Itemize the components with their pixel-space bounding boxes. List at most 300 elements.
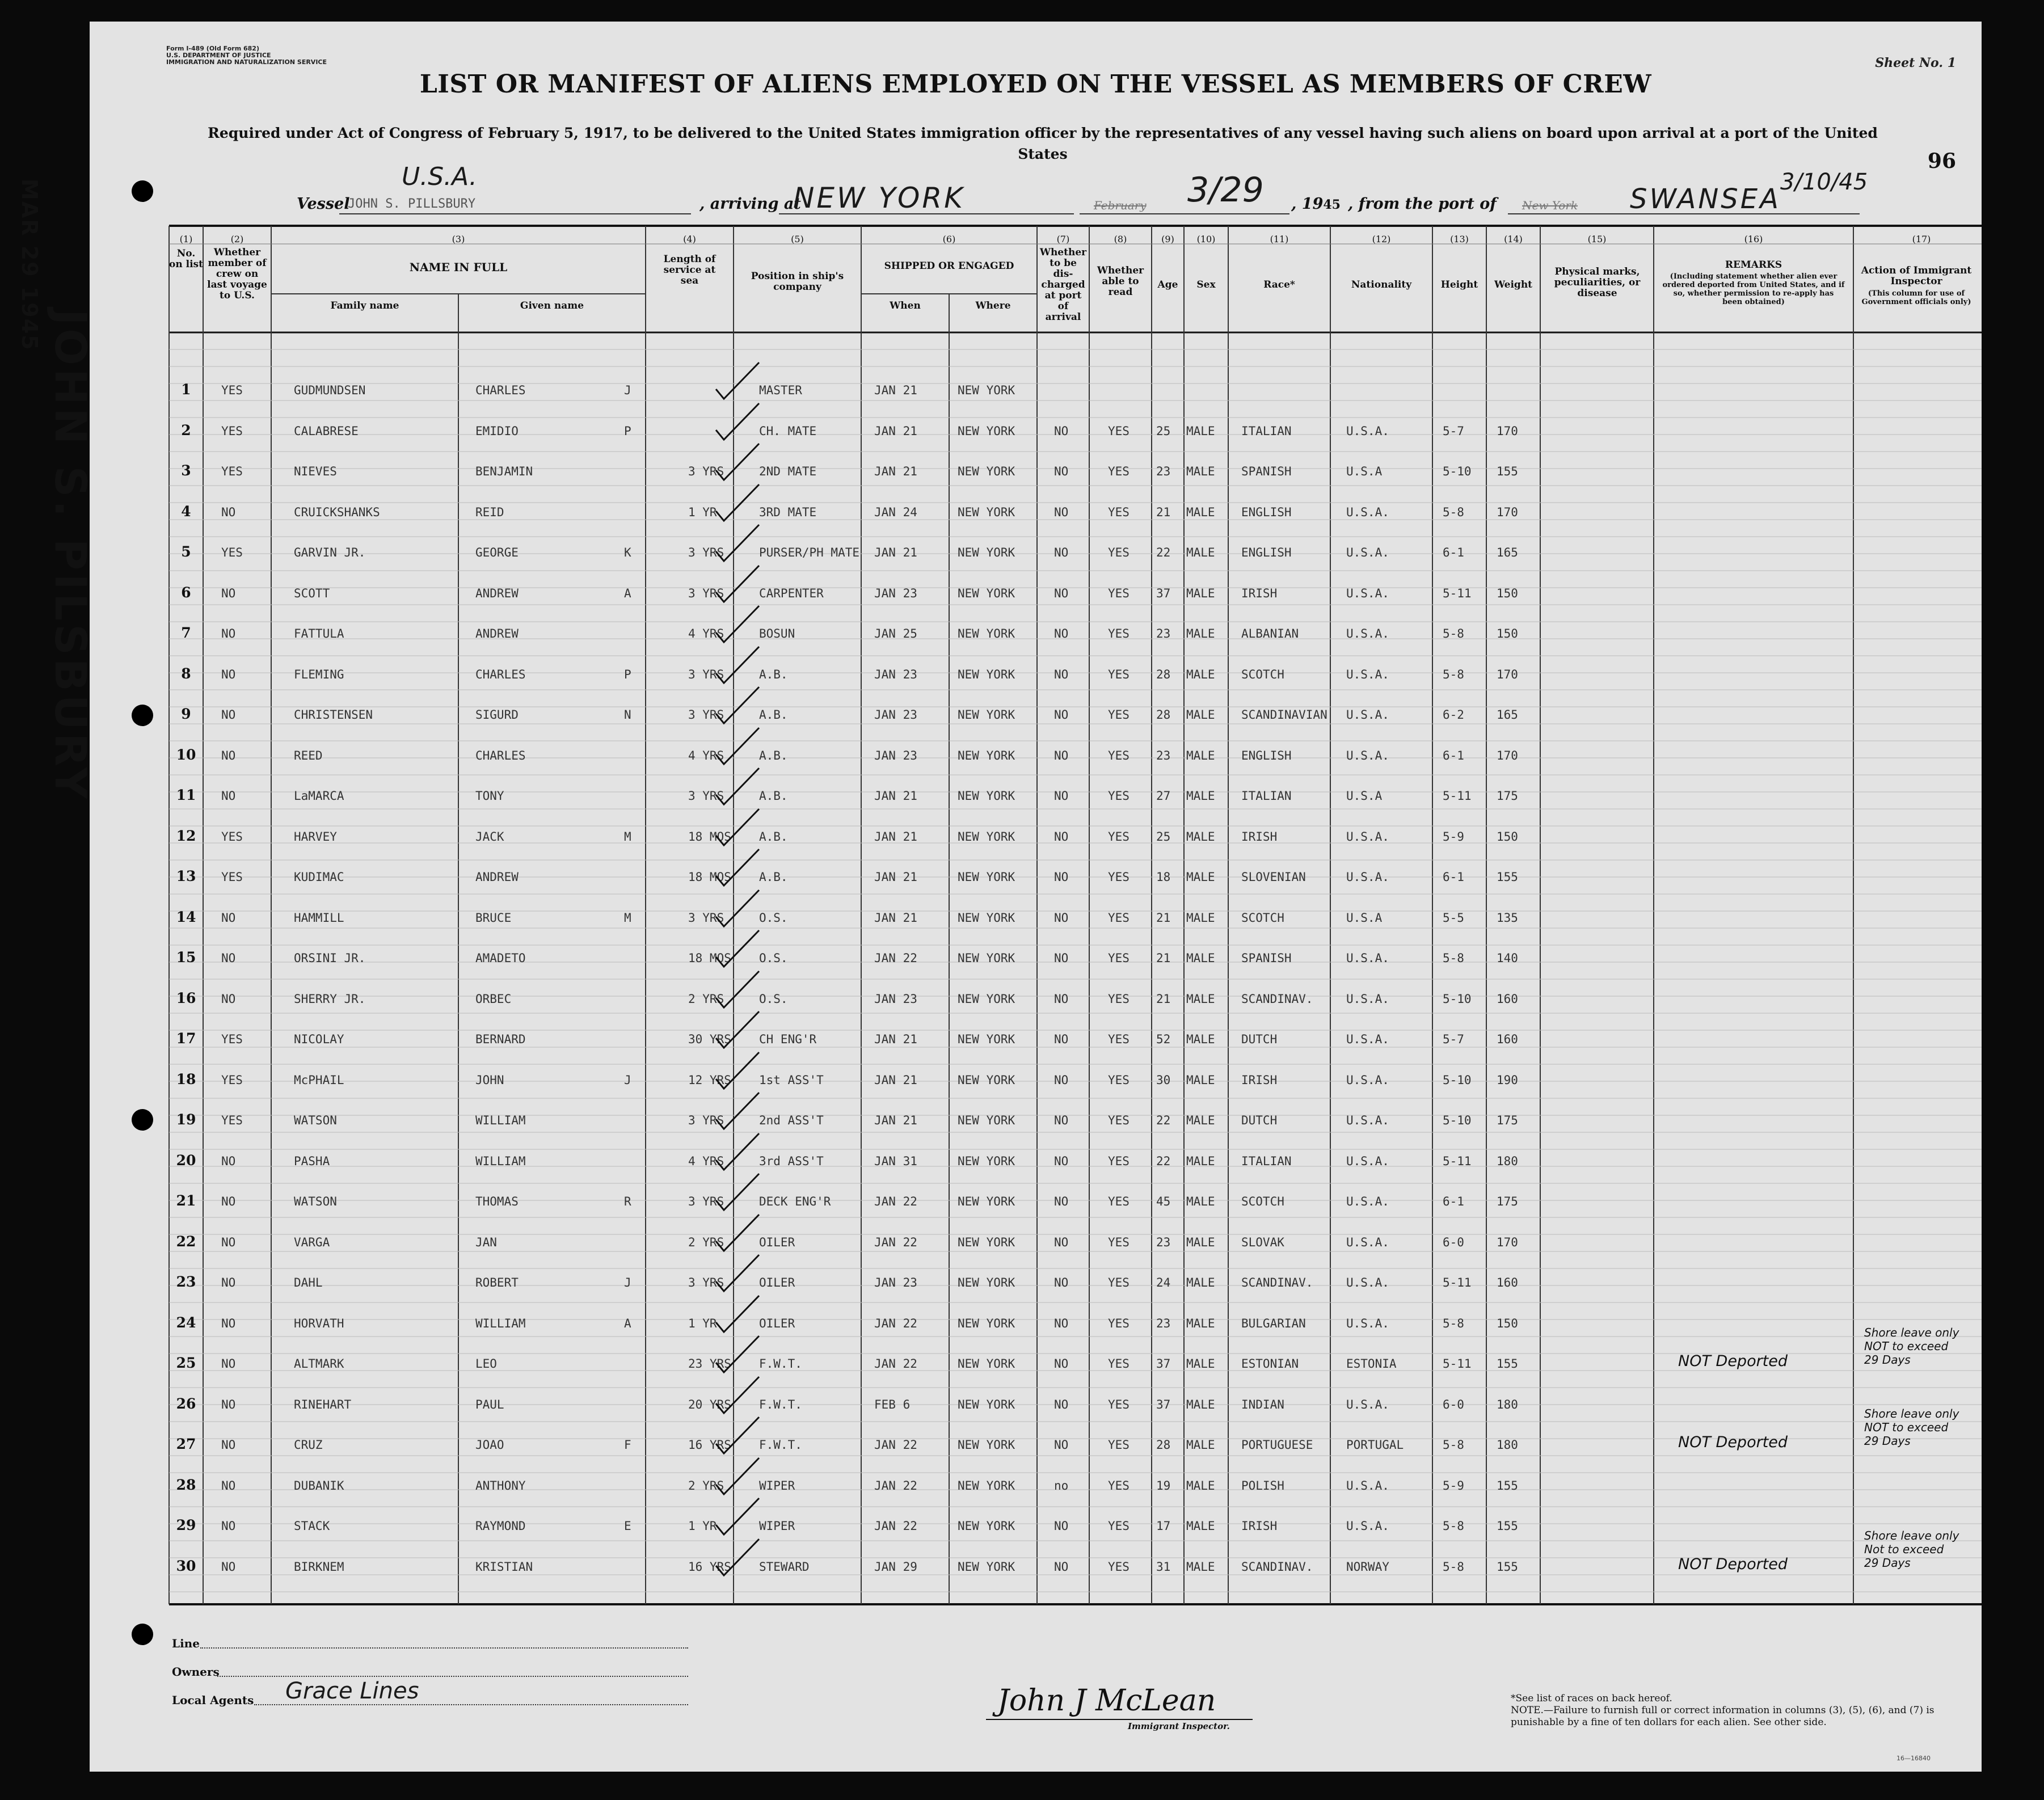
cell-read: YES	[1108, 789, 1130, 803]
cell-prev: NO	[221, 586, 236, 600]
cell-where: NEW YORK	[958, 1073, 1015, 1087]
cell-read: YES	[1108, 586, 1130, 600]
local-agents-value: Grace Lines	[285, 1678, 419, 1704]
cell-race: SCOTCH	[1241, 667, 1284, 681]
cell-when: JAN 23	[874, 748, 917, 762]
cell-given: GEORGE	[475, 546, 519, 559]
footnote-penalty: NOTE.—Failure to furnish full or correct information in columns (3), (5), (6), and (7) is punishable by a fine of ten dollars for each alien. See other side.	[1511, 1705, 1935, 1728]
arrival-port: NEW YORK	[793, 182, 965, 214]
check-mark	[714, 1088, 765, 1133]
cell-prev: YES	[221, 424, 243, 438]
cell-family: CHRISTENSEN	[294, 708, 373, 722]
cell-nat: NORWAY	[1346, 1559, 1389, 1574]
cell-when: JAN 22	[874, 1438, 917, 1452]
cell-nat: U.S.A.	[1346, 627, 1389, 640]
header-given-name: Given name	[520, 300, 584, 311]
cell-where: NEW YORK	[958, 1438, 1015, 1452]
row-number: 7	[181, 625, 191, 641]
cell-service: 3 YRS	[688, 1195, 724, 1208]
page-subtitle: Required under Act of Congress of February 5, 1917, to be delivered to the United States immigration officer by the representatives of any vessel having such aliens on board upon arrival at a port of the United States	[208, 125, 1878, 162]
cell-service: 18 MOS	[688, 829, 731, 844]
row-number: 8	[181, 665, 191, 682]
cell-given: EMIDIO	[475, 424, 519, 438]
cell-weight: 160	[1497, 1032, 1518, 1046]
agents-label: Local Agents	[172, 1693, 254, 1707]
cell-family: CRUZ	[294, 1438, 323, 1452]
cell-when: JAN 21	[874, 789, 917, 803]
cell-sex: MALE	[1186, 708, 1215, 722]
col-num-13: (13)	[1450, 234, 1469, 245]
cell-when: JAN 22	[874, 1478, 917, 1493]
cell-height: 6-1	[1443, 870, 1464, 884]
cell-race: ESTONIAN	[1241, 1357, 1299, 1371]
cell-where: NEW YORK	[958, 829, 1015, 844]
cell-position: A.B.	[759, 667, 788, 681]
row-number: 13	[176, 868, 196, 884]
row-number: 29	[176, 1517, 196, 1533]
check-mark	[714, 642, 765, 688]
cell-age: 37	[1156, 1357, 1171, 1371]
check-mark	[714, 480, 765, 525]
row-number: 12	[176, 827, 196, 844]
cell-nat: U.S.A.	[1346, 424, 1389, 438]
cell-service: 3 YRS	[688, 465, 724, 478]
cell-when: JAN 21	[874, 383, 917, 397]
cell-prev: NO	[221, 1357, 236, 1371]
check-mark	[714, 1291, 765, 1337]
header-length-service: Length of service at sea	[663, 254, 716, 286]
cell-sex: MALE	[1186, 1519, 1215, 1533]
cell-family: NIEVES	[294, 465, 337, 478]
cell-race: IRISH	[1241, 1519, 1278, 1533]
cell-weight: 150	[1497, 829, 1518, 844]
remark-not-deported: NOT Deported	[1678, 1434, 1788, 1451]
cell-where: NEW YORK	[958, 708, 1015, 722]
header-nationality: Nationality	[1351, 279, 1412, 290]
cell-weight: 180	[1497, 1438, 1518, 1452]
row-number: 28	[176, 1476, 196, 1493]
cell-nat: U.S.A.	[1346, 1519, 1389, 1533]
cell-age: 27	[1156, 789, 1171, 803]
cell-read: YES	[1108, 1032, 1130, 1046]
cell-read: YES	[1108, 829, 1130, 844]
cell-read: YES	[1108, 1357, 1130, 1371]
row-number: 24	[176, 1314, 196, 1331]
cell-age: 30	[1156, 1073, 1171, 1087]
header-when: When	[890, 300, 921, 311]
cell-family: LaMARCA	[294, 789, 344, 803]
header-action-note: (This column for use of Government officials only)	[1861, 289, 1971, 306]
check-mark	[714, 1007, 765, 1052]
action-line: Shore leave only	[1864, 1528, 1959, 1542]
check-mark	[714, 358, 765, 403]
cell-service: 18 MOS	[688, 951, 731, 965]
cell-mi: A	[624, 1316, 631, 1330]
cell-race: BULGARIAN	[1241, 1316, 1306, 1330]
cell-mi: M	[624, 910, 631, 925]
cell-service: 3 YRS	[688, 1276, 724, 1289]
cell-position: BOSUN	[759, 627, 795, 640]
cell-given: AMADETO	[475, 951, 526, 965]
cell-given: ANDREW	[475, 586, 519, 600]
cell-prev: YES	[221, 1073, 243, 1087]
cell-when: JAN 23	[874, 1276, 917, 1289]
cell-given: JACK	[475, 829, 504, 844]
cell-nat: U.S.A.	[1346, 992, 1389, 1006]
cell-nat: U.S.A.	[1346, 1195, 1389, 1208]
footnote-races: *See list of races on back hereof.	[1511, 1693, 1672, 1704]
cell-family: REED	[294, 748, 323, 762]
vessel-handwritten: U.S.A.	[402, 162, 478, 191]
cell-read: YES	[1108, 1438, 1130, 1452]
cell-disch: NO	[1054, 1073, 1069, 1087]
cell-family: HAMMILL	[294, 910, 344, 925]
remark-not-deported: NOT Deported	[1678, 1555, 1788, 1573]
row-number: 10	[176, 746, 196, 763]
cell-when: JAN 31	[874, 1154, 917, 1168]
cell-given: WILLIAM	[475, 1114, 526, 1127]
cell-where: NEW YORK	[958, 870, 1015, 884]
col-num-9: (9)	[1161, 234, 1174, 245]
cell-nat: PORTUGAL	[1346, 1438, 1404, 1452]
cell-prev: NO	[221, 951, 236, 965]
line-field	[200, 1647, 688, 1649]
cell-weight: 170	[1497, 748, 1518, 762]
cell-where: NEW YORK	[958, 1397, 1015, 1411]
cell-height: 6-0	[1443, 1235, 1464, 1249]
cell-race: DUTCH	[1241, 1032, 1278, 1046]
cell-where: NEW YORK	[958, 992, 1015, 1006]
cell-disch: NO	[1054, 667, 1069, 681]
cell-position: CH. MATE	[759, 424, 817, 438]
check-mark	[714, 723, 765, 769]
check-mark	[714, 1494, 765, 1539]
cell-service: 1 YR	[688, 1519, 717, 1533]
cell-age: 18	[1156, 870, 1171, 884]
action-line: 29 Days	[1864, 1353, 1911, 1367]
cell-family: SHERRY JR.	[294, 992, 366, 1006]
cell-read: YES	[1108, 1235, 1130, 1249]
cell-position: O.S.	[759, 910, 788, 925]
page-number: 96	[1927, 149, 1956, 173]
cell-given: KRISTIAN	[475, 1559, 533, 1574]
cell-read: YES	[1108, 992, 1130, 1006]
cell-weight: 155	[1497, 1357, 1518, 1371]
cell-family: BIRKNEM	[294, 1559, 344, 1574]
cell-when: JAN 23	[874, 708, 917, 722]
cell-service: 20 YRS	[688, 1397, 731, 1411]
cell-when: JAN 21	[874, 870, 917, 884]
cell-weight: 140	[1497, 951, 1518, 965]
cell-where: NEW YORK	[958, 424, 1015, 438]
col-num-4: (4)	[683, 234, 696, 245]
cell-prev: NO	[221, 1438, 236, 1452]
cell-height: 5-10	[1443, 992, 1472, 1006]
cell-weight: 150	[1497, 586, 1518, 600]
punch-hole	[132, 180, 153, 202]
cell-family: RINEHART	[294, 1397, 352, 1411]
cell-disch: NO	[1054, 951, 1069, 965]
cell-given: RAYMOND	[475, 1519, 526, 1533]
owners-label: Owners	[172, 1665, 220, 1679]
cell-disch: NO	[1054, 1438, 1069, 1452]
cell-height: 5-11	[1443, 586, 1472, 600]
cell-prev: NO	[221, 1478, 236, 1493]
cell-position: CH ENG'R	[759, 1032, 817, 1046]
cell-race: ITALIAN	[1241, 1154, 1292, 1168]
cell-read: YES	[1108, 1276, 1130, 1289]
cell-nat: U.S.A.	[1346, 1276, 1389, 1289]
struck-month: February	[1094, 199, 1147, 212]
cell-sex: MALE	[1186, 1276, 1215, 1289]
cell-sex: MALE	[1186, 789, 1215, 803]
cell-height: 5-11	[1443, 1154, 1472, 1168]
check-mark	[714, 1413, 765, 1458]
cell-weight: 150	[1497, 627, 1518, 640]
cell-nat: U.S.A.	[1346, 870, 1389, 884]
cell-sex: MALE	[1186, 1114, 1215, 1127]
cell-disch: NO	[1054, 1559, 1069, 1574]
cell-where: NEW YORK	[958, 546, 1015, 559]
cell-position: DECK ENG'R	[759, 1195, 831, 1208]
check-mark	[714, 399, 765, 444]
cell-given: ANDREW	[475, 870, 519, 884]
cell-disch: NO	[1054, 465, 1069, 478]
cell-weight: 155	[1497, 465, 1518, 478]
cell-where: NEW YORK	[958, 1519, 1015, 1533]
cell-where: NEW YORK	[958, 1195, 1015, 1208]
cell-given: WILLIAM	[475, 1316, 526, 1330]
cell-sex: MALE	[1186, 424, 1215, 438]
cell-when: JAN 21	[874, 910, 917, 925]
cell-when: FEB 6	[874, 1397, 911, 1411]
department-name: U.S. DEPARTMENT OF JUSTICE	[166, 52, 271, 59]
cell-disch: NO	[1054, 627, 1069, 640]
cell-service: 16 YRS	[688, 1438, 731, 1452]
cell-weight: 175	[1497, 1114, 1518, 1127]
col-num-8: (8)	[1114, 234, 1127, 245]
cell-service: 23 YRS	[688, 1357, 731, 1371]
cell-race: SCOTCH	[1241, 910, 1284, 925]
cell-family: GUDMUNDSEN	[294, 383, 366, 397]
check-mark	[714, 601, 765, 647]
col-num-2: (2)	[230, 234, 244, 245]
header-action: Action of Immigrant Inspector	[1861, 265, 1972, 287]
row-number: 23	[176, 1274, 196, 1290]
cell-given: TONY	[475, 789, 504, 803]
cell-age: 17	[1156, 1519, 1171, 1533]
cell-race: SCANDINAV.	[1241, 1276, 1313, 1289]
cell-prev: NO	[221, 1519, 236, 1533]
cell-mi: P	[624, 667, 631, 681]
cell-age: 23	[1156, 1235, 1171, 1249]
sheet-value: 1	[1947, 56, 1956, 70]
from-label: , from the port of	[1348, 195, 1497, 213]
inspector-action	[1864, 1529, 1959, 1570]
cell-height: 5-10	[1443, 1114, 1472, 1127]
cell-height: 6-1	[1443, 546, 1464, 559]
cell-height: 5-8	[1443, 1559, 1464, 1574]
punch-hole	[132, 705, 153, 726]
inspector-signature: John J McLean	[997, 1684, 1216, 1718]
header-position: Position in ship's company	[751, 271, 844, 293]
col-num-15: (15)	[1587, 234, 1607, 245]
cell-position: O.S.	[759, 992, 788, 1006]
cell-when: JAN 21	[874, 829, 917, 844]
cell-sex: MALE	[1186, 1478, 1215, 1493]
check-mark	[714, 967, 765, 1012]
check-mark	[714, 1250, 765, 1296]
cell-prev: NO	[221, 1316, 236, 1330]
cell-service: 18 MOS	[688, 870, 731, 884]
cell-mi: J	[624, 383, 631, 397]
cell-disch: NO	[1054, 870, 1069, 884]
cell-mi: N	[624, 708, 631, 722]
cell-height: 5-8	[1443, 1438, 1464, 1452]
cell-age: 19	[1156, 1478, 1171, 1493]
row-number: 15	[176, 949, 196, 966]
cell-when: JAN 21	[874, 1114, 917, 1127]
cell-age: 52	[1156, 1032, 1171, 1046]
cell-nat: U.S.A.	[1346, 1397, 1389, 1411]
cell-mi: R	[624, 1195, 631, 1208]
cell-given: CHARLES	[475, 748, 526, 762]
footnote	[1511, 1693, 1965, 1729]
cell-family: McPHAIL	[294, 1073, 344, 1087]
cell-race: IRISH	[1241, 1073, 1278, 1087]
cell-given: BRUCE	[475, 910, 512, 925]
cell-weight: 160	[1497, 1276, 1518, 1289]
cell-nat: U.S.A.	[1346, 1032, 1389, 1046]
cell-position: PURSER/PH MATE	[759, 546, 860, 559]
vessel-side-label: JOHN S. PILSBURY	[45, 309, 96, 802]
cell-sex: MALE	[1186, 829, 1215, 844]
cell-prev: NO	[221, 1235, 236, 1249]
year-prefix: , 19	[1291, 195, 1324, 213]
cell-disch: NO	[1054, 586, 1069, 600]
cell-position: F.W.T.	[759, 1438, 802, 1452]
cell-disch: NO	[1054, 1276, 1069, 1289]
cell-age: 45	[1156, 1195, 1171, 1208]
service-name: IMMIGRATION AND NATURALIZATION SERVICE	[166, 58, 327, 66]
cell-weight: 165	[1497, 546, 1518, 559]
cell-service: 30 YRS	[688, 1032, 731, 1046]
cell-nat: U.S.A.	[1346, 748, 1389, 762]
cell-where: NEW YORK	[958, 1032, 1015, 1046]
cell-prev: YES	[221, 829, 243, 844]
manifest-sheet	[90, 22, 1982, 1772]
action-line: NOT to exceed	[1864, 1420, 1949, 1434]
cell-disch: NO	[1054, 910, 1069, 925]
cell-when: JAN 21	[874, 465, 917, 478]
cell-height: 6-2	[1443, 708, 1464, 722]
cell-position: 2ND MATE	[759, 465, 817, 478]
cell-nat: U.S.A.	[1346, 667, 1389, 681]
cell-given: BERNARD	[475, 1032, 526, 1046]
header-no-on-list: No. on list	[169, 248, 203, 270]
cell-mi: A	[624, 586, 631, 600]
check-mark	[714, 764, 765, 809]
cell-position: WIPER	[759, 1519, 795, 1533]
cell-weight: 155	[1497, 1559, 1518, 1574]
cell-position: A.B.	[759, 870, 788, 884]
cell-family: ALTMARK	[294, 1357, 344, 1371]
cell-height: 5-8	[1443, 627, 1464, 640]
cell-prev: NO	[221, 992, 236, 1006]
cell-disch: NO	[1054, 1114, 1069, 1127]
cell-read: YES	[1108, 1559, 1130, 1574]
vessel-label: Vessel	[297, 195, 350, 213]
row-number: 26	[176, 1395, 196, 1412]
cell-disch: NO	[1054, 546, 1069, 559]
header-able-read: Whether able to read	[1097, 265, 1144, 298]
row-number: 30	[176, 1557, 196, 1574]
cell-race: SPANISH	[1241, 951, 1292, 965]
row-number: 3	[181, 462, 191, 479]
cell-given: CHARLES	[475, 383, 526, 397]
cell-sex: MALE	[1186, 627, 1215, 640]
cell-race: SCANDINAV.	[1241, 992, 1313, 1006]
cell-race: INDIAN	[1241, 1397, 1284, 1411]
printer-code: 16—16840	[1897, 1755, 1931, 1762]
cell-sex: MALE	[1186, 1438, 1215, 1452]
cell-height: 5-11	[1443, 1357, 1472, 1371]
owners-field	[217, 1676, 688, 1677]
cell-read: YES	[1108, 1478, 1130, 1493]
check-mark	[714, 1535, 765, 1580]
cell-prev: YES	[221, 383, 243, 397]
row-number: 14	[176, 908, 196, 925]
cell-where: NEW YORK	[958, 586, 1015, 600]
cell-weight: 180	[1497, 1154, 1518, 1168]
cell-service: 3 YRS	[688, 910, 724, 925]
cell-height: 5-9	[1443, 1478, 1464, 1493]
cell-when: JAN 21	[874, 1032, 917, 1046]
cell-prev: NO	[221, 910, 236, 925]
cell-service: 3 YRS	[688, 708, 724, 722]
cell-sex: MALE	[1186, 870, 1215, 884]
page-title: LIST OR MANIFEST OF ALIENS EMPLOYED ON THE VESSEL AS MEMBERS OF CREW	[419, 70, 1652, 99]
cell-disch: NO	[1054, 789, 1069, 803]
cell-service: 3 YRS	[688, 586, 724, 600]
cell-weight: 170	[1497, 505, 1518, 519]
cell-service: 4 YRS	[688, 627, 724, 640]
cell-service: 3 YRS	[688, 789, 724, 803]
cell-when: JAN 22	[874, 1357, 917, 1371]
cell-when: JAN 22	[874, 1316, 917, 1330]
header-age: Age	[1157, 279, 1178, 290]
col-num-17: (17)	[1912, 234, 1931, 245]
row-number: 16	[176, 989, 196, 1006]
header-family-name: Family name	[330, 300, 399, 311]
cell-read: YES	[1108, 951, 1130, 965]
row-number: 27	[176, 1436, 196, 1452]
cell-height: 6-1	[1443, 1195, 1464, 1208]
cell-age: 21	[1156, 505, 1171, 519]
cell-nat: U.S.A.	[1346, 1316, 1389, 1330]
row-number: 17	[176, 1030, 196, 1047]
action-line: Shore leave only	[1864, 1326, 1959, 1339]
arrival-date: 3/29	[1187, 170, 1264, 210]
cell-height: 5-11	[1443, 789, 1472, 803]
row-number: 1	[181, 381, 191, 398]
cell-height: 6-1	[1443, 748, 1464, 762]
cell-service: 12 YRS	[688, 1073, 731, 1087]
cell-read: YES	[1108, 708, 1130, 722]
col-num-14: (14)	[1504, 234, 1523, 245]
check-mark	[714, 439, 765, 484]
cell-prev: NO	[221, 627, 236, 640]
